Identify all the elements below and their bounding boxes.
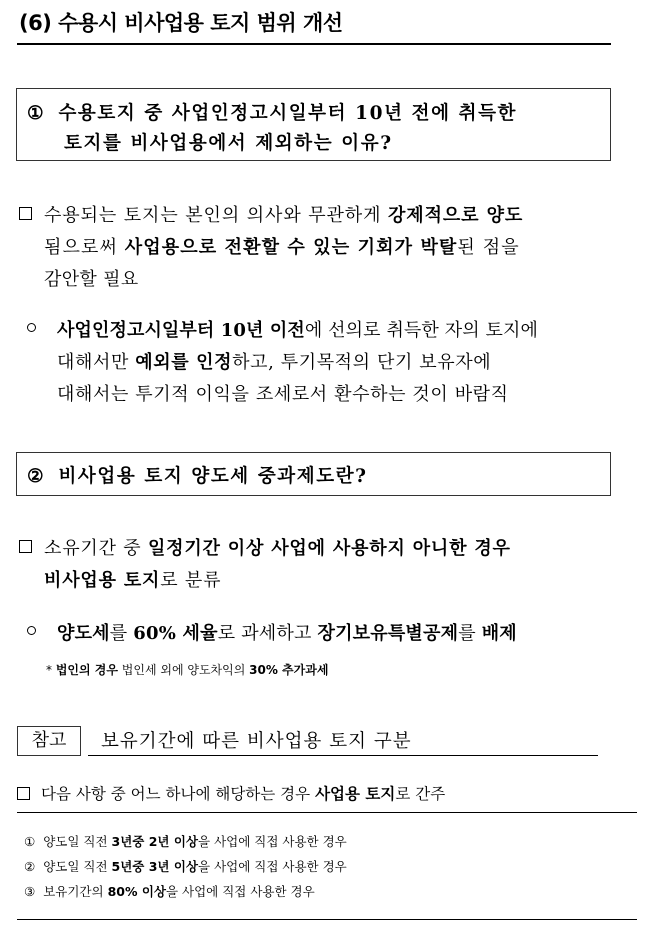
condition-text: 양도일 직전: [43, 859, 112, 874]
paragraph-2-line-2: [44, 566, 221, 592]
section-heading: (6) 수용시 비사업용 토지 범위 개선: [19, 11, 343, 35]
reference-label: 참고: [31, 730, 67, 751]
condition-mark: ③: [24, 884, 36, 899]
question-1-line-1: [27, 99, 517, 125]
condition-bold: 5년중 3년 이상: [111, 859, 199, 874]
sub-paragraph-1-line-2: [57, 348, 491, 374]
footnote-star: *: [46, 663, 52, 677]
sub2-bold: 양도세: [57, 623, 110, 644]
sub1-text: 에 선의로 취득한 자의 토지에: [304, 320, 538, 341]
condition-item: [24, 882, 315, 900]
circle-bullet: [27, 323, 36, 332]
paragraph-1-line-2: [44, 233, 520, 259]
paragraph-2-line-1: [44, 534, 511, 560]
sub1-text: 하고, 투기목적의 단기 보유자에: [232, 352, 492, 373]
sub-paragraph-1-line-3: 대해서는 투기적 이익을 조세로서 환수하는 것이 바람직: [57, 384, 509, 405]
sub1-bold: 예외를 인정: [135, 352, 233, 373]
sub1-text: 대해서만: [57, 352, 136, 373]
condition-text: 보유기간의: [43, 884, 108, 899]
sub2-text: 를: [109, 623, 134, 644]
footnote: [46, 661, 328, 678]
checkbox-bullet: [17, 787, 30, 800]
p2-text: 소유기간 중: [44, 538, 148, 559]
condition-mark: ②: [24, 859, 36, 874]
footnote-bold: 법인의 경우: [55, 663, 118, 677]
condition-text: 양도일 직전: [43, 834, 112, 849]
sub2-bold: 장기보유특별공제: [317, 623, 459, 644]
p1-text: 수용되는 토지는 본인의 의사와 무관하게: [44, 205, 389, 226]
p2-bold: 일정기간 이상 사업에 사용하지 아니한 경우: [147, 538, 511, 559]
question-1-text-1: 수용토지 중 사업인정고시일부터 10년 전에 취득한: [58, 103, 518, 124]
sub2-text: 로 과세하고: [217, 623, 318, 644]
p1-text: 된 점을: [457, 237, 520, 258]
circle-bullet: [27, 626, 36, 635]
condition-item: [24, 832, 347, 850]
heading-underline: [17, 43, 611, 45]
paragraph-1-line-1: [44, 201, 523, 227]
question-1-mark: ①: [27, 103, 44, 124]
question-2-line: [27, 462, 368, 488]
reference-divider: [17, 812, 637, 813]
condition-bold: 3년중 2년 이상: [111, 834, 199, 849]
sub2-bold: 60% 세율: [133, 623, 218, 644]
p1-bold: 강제적으로 양도: [388, 205, 524, 226]
sub2-text: 를: [458, 623, 482, 644]
bottom-divider: [17, 919, 637, 920]
reference-text: 다음 사항 중 어느 하나에 해당하는 경우: [41, 785, 316, 803]
question-1-line-2: 토지를 비사업용에서 제외하는 이유?: [64, 133, 393, 154]
condition-item: [24, 857, 347, 875]
footnote-bold: 30% 추가과세: [249, 663, 329, 677]
condition-text: 을 사업에 직접 사용한 경우: [198, 834, 347, 849]
condition-text: 을 사업에 직접 사용한 경우: [165, 884, 315, 899]
p2-bold: 비사업용 토지: [44, 570, 161, 591]
question-2-mark: ②: [27, 466, 44, 487]
question-2-text: 비사업용 토지 양도세 중과제도란?: [58, 466, 368, 487]
p1-bold: 사업용으로 전환할 수 있는 기회가 박탈: [124, 237, 458, 258]
sub1-bold: 사업인정고시일부터 10년 이전: [57, 320, 305, 341]
checkbox-bullet: [19, 540, 32, 553]
reference-bold: 사업용 토지: [315, 785, 396, 803]
reference-text: 로 간주: [395, 785, 446, 803]
sub-paragraph-2-line: [57, 619, 517, 645]
condition-bold: 80% 이상: [107, 884, 166, 899]
sub2-bold: 배제: [481, 623, 517, 644]
sub-paragraph-1-line-1: [57, 316, 538, 342]
condition-text: 을 사업에 직접 사용한 경우: [198, 859, 347, 874]
reference-title-underline: [88, 755, 598, 756]
paragraph-1-line-3: 감안할 필요: [44, 269, 139, 290]
checkbox-bullet: [19, 207, 32, 220]
reference-main-text: [41, 782, 445, 804]
p1-text: 됨으로써: [44, 237, 125, 258]
footnote-text: 법인세 외에 양도차익의: [117, 663, 250, 677]
reference-title: 보유기간에 따른 비사업용 토지 구분: [101, 731, 412, 752]
condition-mark: ①: [24, 834, 36, 849]
p2-text: 로 분류: [160, 570, 222, 591]
